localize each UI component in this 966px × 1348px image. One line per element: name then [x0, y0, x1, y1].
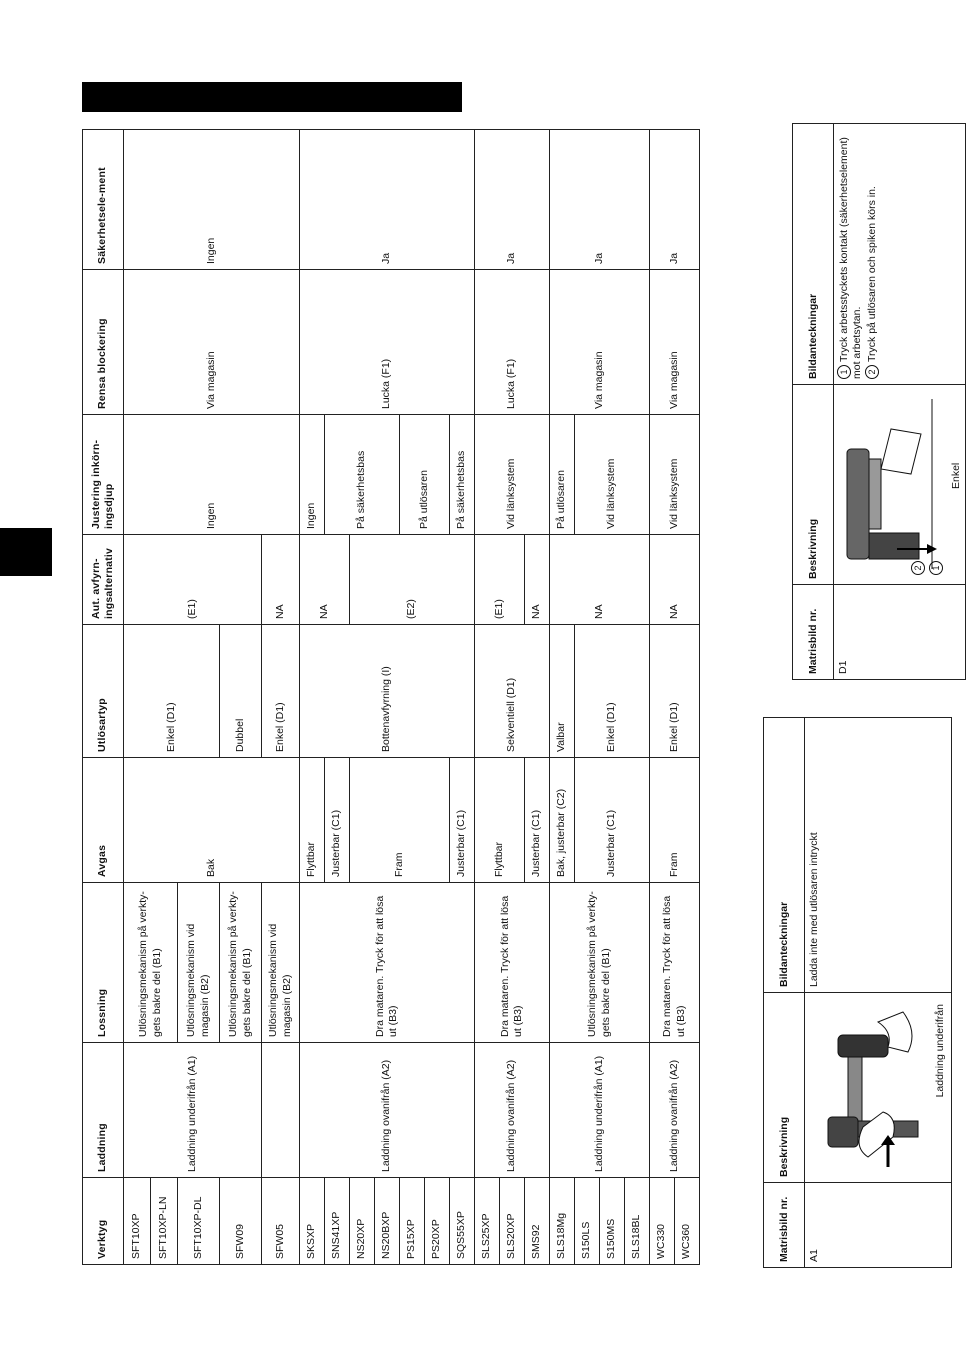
cell-sakerhet: Ja	[550, 130, 650, 270]
cell-laddning: Laddning underifrån (A1)	[550, 1043, 650, 1178]
cell-sakerhet: Ja	[475, 130, 550, 270]
matrisbild-id: A1	[805, 1183, 952, 1268]
figure-table-d	[792, 123, 966, 680]
cell-utlosartyp: Dubbel	[220, 625, 262, 758]
loading-illustration	[808, 998, 948, 1177]
tool-name: PS20XP	[425, 1178, 450, 1265]
cell-laddning: Laddning ovanifrån (A2)	[300, 1043, 475, 1178]
cell-aut: (E1)	[124, 535, 262, 625]
cell-laddning: Laddning ovanifrån (A2)	[650, 1043, 700, 1178]
note-text-1: Tryck arbetsstyckets kontakt (säkerhetselement) mot arbetsytan.	[837, 137, 863, 379]
tool-name: NS20XP	[350, 1178, 375, 1265]
callout-1: 1	[929, 561, 943, 575]
tool-name: SFT10XP-LN	[151, 1178, 178, 1265]
cell-laddning	[262, 1043, 300, 1178]
tool-name: NS20BXP	[375, 1178, 400, 1265]
col-header-beskrivning: Beskrivning	[793, 385, 834, 585]
cell-avgas: Bak	[124, 758, 300, 883]
col-header-matrisbild: Matrisbild nr.	[793, 585, 834, 680]
table-row	[805, 718, 952, 1268]
table-row	[650, 130, 675, 1265]
cell-laddning: Laddning underifrån (A1)	[124, 1043, 262, 1178]
trigger-illustration	[837, 390, 962, 579]
col-header-utlosartyp: Utlösartyp	[83, 625, 124, 758]
tool-name: SMS92	[525, 1178, 550, 1265]
nailer-single-fire-icon	[837, 389, 947, 579]
cell-justering: Ingen	[124, 415, 300, 535]
chapter-tab	[0, 528, 52, 576]
cell-aut: (E1)	[475, 535, 525, 625]
cell-justering: Vid länksystem	[575, 415, 650, 535]
tool-spec-table-wrapper	[82, 130, 700, 1265]
col-header-matrisbild: Matrisbild nr.	[764, 1183, 805, 1268]
cell-rensa: Via magasin	[550, 270, 650, 415]
callout-1-ref: 1	[837, 365, 851, 379]
cell-lossning: Dra mataren. Tryck för att lösa ut (B3)	[475, 883, 550, 1043]
cell-sakerhet: Ja	[650, 130, 700, 270]
note-text-2: Tryck på utlösaren och spiken körs in.	[865, 186, 878, 362]
cell-utlosartyp: Bottenavfyrning (I)	[300, 625, 475, 758]
col-header-avgas: Avgas	[83, 758, 124, 883]
cell-utlosartyp: Sekventiell (D1)	[475, 625, 550, 758]
cell-utlosartyp: Valbar	[550, 625, 575, 758]
tool-name: SLS18BL	[625, 1178, 650, 1265]
figure-table-d-wrapper	[792, 124, 962, 680]
tool-name: SKSXP	[300, 1178, 325, 1265]
figure-table-a	[763, 717, 952, 1268]
tool-name: S150MS	[600, 1178, 625, 1265]
cell-utlosartyp: Enkel (D1)	[124, 625, 220, 758]
note-cell: Ladda inte med utlösaren intryckt	[805, 718, 952, 993]
cell-aut: NA	[550, 535, 650, 625]
tool-name: SFW05	[262, 1178, 300, 1265]
note-line-1	[837, 129, 863, 379]
nailer-bottom-load-icon	[808, 997, 933, 1177]
note-cell	[834, 124, 966, 385]
col-header-justering: Justering inkörn-ingsdjup	[83, 415, 124, 535]
table-row	[550, 130, 575, 1265]
cell-lossning: Dra mataren. Tryck för att lösa ut (B3)	[300, 883, 475, 1043]
cell-justering: På utlösaren	[550, 415, 575, 535]
cell-avgas: Fram	[350, 758, 450, 883]
col-header-bildanteckningar: Bildanteckningar	[793, 124, 834, 385]
tool-name: SFT10XP-DL	[178, 1178, 220, 1265]
tool-name: SLS18Mg	[550, 1178, 575, 1265]
cell-aut: NA	[650, 535, 700, 625]
cell-aut: NA	[525, 535, 550, 625]
tool-name: WC360	[675, 1178, 700, 1265]
description-cell	[805, 993, 952, 1183]
cell-utlosartyp: Enkel (D1)	[650, 625, 700, 758]
cell-justering: På säkerhetsbas	[450, 415, 475, 535]
tool-name: SFT10XP	[124, 1178, 151, 1265]
col-header-bildanteckningar: Bildanteckningar	[764, 718, 805, 993]
cell-utlosartyp: Enkel (D1)	[575, 625, 650, 758]
col-header-beskrivning: Beskrivning	[764, 993, 805, 1183]
cell-rensa: Via magasin	[124, 270, 300, 415]
tool-name: SLS25XP	[475, 1178, 500, 1265]
cell-aut: NA	[300, 535, 350, 625]
callout-2-ref: 2	[865, 365, 879, 379]
tool-name: S150LS	[575, 1178, 600, 1265]
col-header-lossning: Lossning	[83, 883, 124, 1043]
cell-avgas: Flyttbar	[475, 758, 525, 883]
table-row	[300, 130, 325, 1265]
col-header-verktyg: Verktyg	[83, 1178, 124, 1265]
col-header-sakerhet: Säkerhetsele-ment	[83, 130, 124, 270]
table-row	[475, 130, 500, 1265]
table-header-row	[793, 124, 834, 680]
description-caption: Laddning underifrån	[934, 1004, 946, 1098]
table-row	[834, 124, 966, 680]
tool-name: WC330	[650, 1178, 675, 1265]
cell-avgas: Bak, justerbar (C2)	[550, 758, 575, 883]
cell-rensa: Lucka (F1)	[475, 270, 550, 415]
tool-spec-table	[82, 129, 700, 1265]
cell-lossning: Utlösningsmekanism på verkty-gets bakre del (B1)	[220, 883, 262, 1043]
table-header-row	[764, 718, 805, 1268]
table-header-row	[83, 130, 124, 1265]
cell-lossning: Utlösningsmekanism vid magasin (B2)	[178, 883, 220, 1043]
tool-name: SQS55XP	[450, 1178, 475, 1265]
cell-avgas: Justerbar (C1)	[325, 758, 350, 883]
figure-table-a-wrapper	[763, 718, 951, 1268]
cell-sakerhet: Ingen	[124, 130, 300, 270]
cell-justering: Vid länksystem	[650, 415, 700, 535]
cell-aut: (E2)	[350, 535, 475, 625]
cell-avgas: Flyttbar	[300, 758, 325, 883]
cell-justering: På utlösaren	[400, 415, 450, 535]
description-cell	[834, 385, 966, 585]
cell-lossning: Utlösningsmekanism på verkty-gets bakre del (B1)	[550, 883, 650, 1043]
cell-sakerhet: Ja	[300, 130, 475, 270]
cell-lossning: Utlösningsmekanism vid magasin (B2)	[262, 883, 300, 1043]
matrisbild-id: D1	[834, 585, 966, 680]
cell-lossning: Dra mataren. Tryck för att lösa ut (B3)	[650, 883, 700, 1043]
callout-2: 2	[911, 561, 925, 575]
cell-rensa: Via magasin	[650, 270, 700, 415]
tool-name: PS15XP	[400, 1178, 425, 1265]
cell-utlosartyp: Enkel (D1)	[262, 625, 300, 758]
table-row	[124, 130, 151, 1265]
tool-name: SNS41XP	[325, 1178, 350, 1265]
cell-laddning: Laddning ovanifrån (A2)	[475, 1043, 550, 1178]
cell-justering: Vid länksystem	[475, 415, 550, 535]
col-header-rensa: Rensa blockering	[83, 270, 124, 415]
cell-avgas: Justerbar (C1)	[450, 758, 475, 883]
cell-avgas: Justerbar (C1)	[575, 758, 650, 883]
note-line-2	[865, 129, 879, 379]
cell-avgas: Justerbar (C1)	[525, 758, 550, 883]
cell-justering: På säkerhetsbas	[325, 415, 400, 535]
description-caption: Enkel	[950, 462, 962, 489]
section-header-bar	[82, 82, 462, 112]
cell-justering: Ingen	[300, 415, 325, 535]
col-header-laddning: Laddning	[83, 1043, 124, 1178]
cell-avgas: Fram	[650, 758, 700, 883]
tool-name: SFW09	[220, 1178, 262, 1265]
col-header-aut-avfyrning: Aut. avfyrn-ingsalternativ	[83, 535, 124, 625]
cell-lossning: Utlösningsmekanism på verkty-gets bakre del (B1)	[124, 883, 178, 1043]
tool-name: SLS20XP	[500, 1178, 525, 1265]
cell-aut: NA	[262, 535, 300, 625]
cell-rensa: Lucka (F1)	[300, 270, 475, 415]
